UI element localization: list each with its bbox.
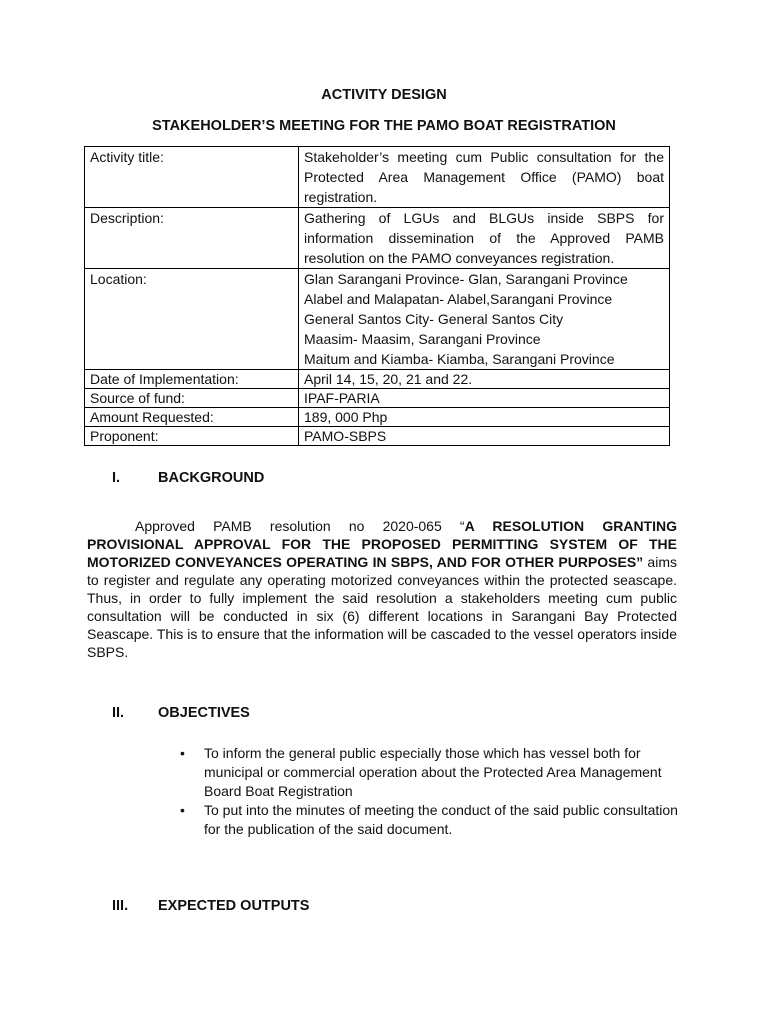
location-value <box>299 269 670 370</box>
background-paragraph <box>87 517 677 661</box>
date-label: Date of Implementation: <box>85 370 299 389</box>
date-value: April 14, 15, 20, 21 and 22. <box>299 370 670 389</box>
section-number: I. <box>112 470 121 486</box>
proponent-value: PAMO-SBPS <box>299 427 670 446</box>
document-subtitle: STAKEHOLDER’S MEETING FOR THE PAMO BOAT REGISTRATION <box>152 118 616 134</box>
list-item <box>178 744 678 801</box>
list-item-text: To inform the general public especially those which has vessel both for municipal or commercial operation about the Protected Area Management Board Boat Registration <box>204 745 662 799</box>
table-row <box>85 147 670 208</box>
table-row <box>85 408 670 427</box>
section-title: BACKGROUND <box>158 470 265 486</box>
amount-label: Amount Requested: <box>85 408 299 427</box>
resolution-title: A RESOLUTION GRANTING PROVISIONAL APPROVAL FOR THE PROPOSED PERMITTING SYSTEM OF THE MOTORIZED CONVEYANCES OPERATING IN SBPS, AND FOR OTHER PURPOSES” <box>87 518 677 570</box>
list-item-text: To put into the minutes of meeting the conduct of the said public consultation for the publication of the said document. <box>204 802 678 837</box>
location-line: Maasim- Maasim, Sarangani Province <box>304 331 541 347</box>
bullet-icon: • <box>180 745 185 761</box>
document-title: ACTIVITY DESIGN <box>321 87 447 103</box>
table-row <box>85 427 670 446</box>
bullet-icon: • <box>180 802 185 818</box>
section-number: II. <box>112 705 125 721</box>
proponent-label: Proponent: <box>85 427 299 446</box>
fund-value: IPAF-PARIA <box>299 389 670 408</box>
objectives-list <box>178 744 678 839</box>
amount-value: 189, 000 Php <box>299 408 670 427</box>
table-row <box>85 370 670 389</box>
activity-info-table <box>84 146 670 446</box>
location-line: General Santos City- General Santos City <box>304 311 564 327</box>
paragraph-text: aims to register and regulate any operating motorized conveyances within the protected seascape. Thus, in order to fully implement the said resolution a stakeholders meeting cum public consultation will be conducted in six (6) different locations in Sarangani Bay Protected Seascape. This is to ensure that the information will be cascaded to the vessel operators inside SBPS. <box>87 554 677 660</box>
fund-label: Source of fund: <box>85 389 299 408</box>
section-title: EXPECTED OUTPUTS <box>158 898 310 914</box>
description-value: Gathering of LGUs and BLGUs inside SBPS for information dissemination of the Approved PAMB resolution on the PAMO conveyances registration. <box>299 208 670 269</box>
table-row <box>85 389 670 408</box>
location-line: Maitum and Kiamba- Kiamba, Sarangani Province <box>304 351 615 367</box>
section-title: OBJECTIVES <box>158 705 250 721</box>
paragraph-text: Approved PAMB resolution no 2020-065 “ <box>135 518 465 534</box>
table-row <box>85 269 670 370</box>
list-item <box>178 801 678 839</box>
section-number: III. <box>112 898 129 914</box>
description-label: Description: <box>85 208 299 269</box>
location-line: Glan Sarangani Province- Glan, Sarangani Province <box>304 271 628 287</box>
activity-title-value: Stakeholder’s meeting cum Public consultation for the Protected Area Management Office (PAMO) boat registration. <box>299 147 670 208</box>
activity-title-label: Activity title: <box>85 147 299 208</box>
location-line: Alabel and Malapatan- Alabel,Sarangani Province <box>304 291 613 307</box>
table-row <box>85 208 670 269</box>
location-label: Location: <box>85 269 299 370</box>
